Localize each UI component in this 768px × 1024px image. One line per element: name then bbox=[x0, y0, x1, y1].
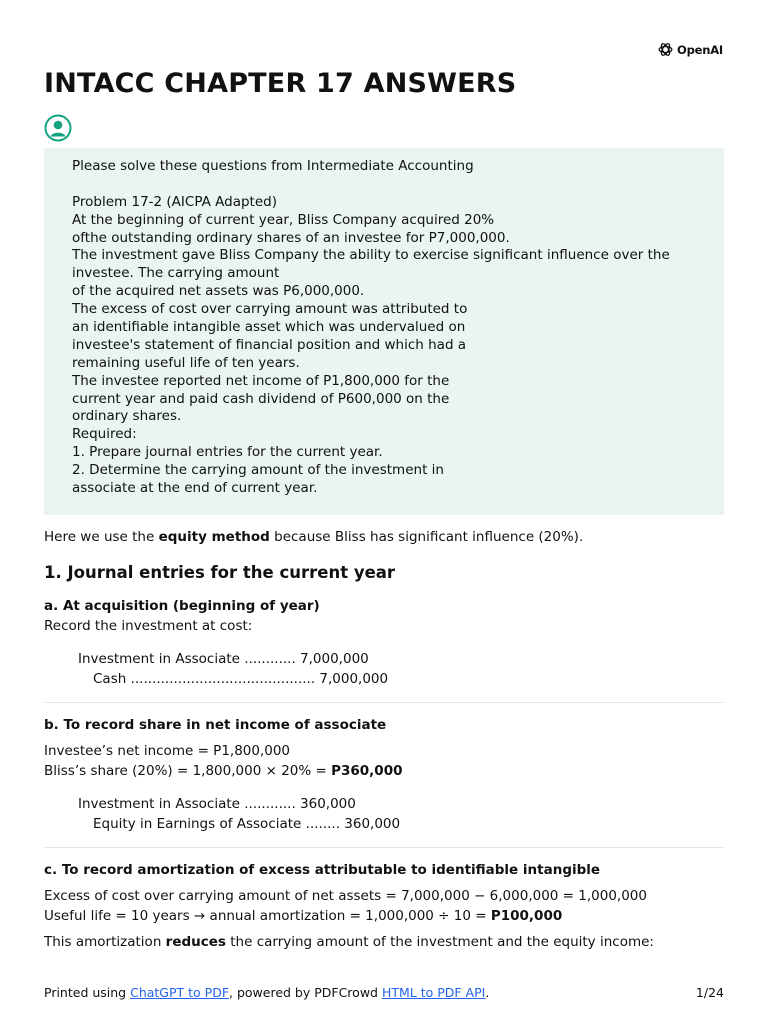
prompt-line: 1. Prepare journal entries for the current year. bbox=[72, 444, 383, 461]
journal-credit-line: Equity in Earnings of Associate ........ 360,000 bbox=[93, 816, 401, 832]
prompt-line: 2. Determine the carrying amount of the investment in bbox=[72, 462, 444, 479]
prompt-line: Required: bbox=[72, 426, 137, 443]
prompt-line: At the beginning of current year, Bliss Company acquired 20% bbox=[72, 211, 495, 228]
prompt-line: investee. The carrying amount bbox=[72, 265, 280, 282]
footer bbox=[44, 985, 724, 1000]
prompt-line: ordinary shares. bbox=[72, 408, 182, 425]
prompt-line: current year and paid cash dividend of P600,000 on the bbox=[72, 390, 450, 407]
prompt-line bbox=[72, 176, 696, 194]
part-b-heading: b. To record share in net income of associate bbox=[44, 717, 387, 733]
part-c-line: Useful life = 10 years → annual amortization = 1,000,000 ÷ 10 = P100,000 bbox=[44, 908, 563, 924]
page-title: INTACC CHAPTER 17 ANSWERS bbox=[44, 68, 517, 99]
prompt-line: The investment gave Bliss Company the ability to exercise significant influence over the bbox=[72, 247, 670, 264]
part-a-text: Record the investment at cost: bbox=[44, 618, 253, 634]
openai-logo-icon bbox=[657, 41, 674, 58]
section-heading: 1. Journal entries for the current year bbox=[44, 563, 396, 582]
journal-debit-line: Investment in Associate ............ 7,000,000 bbox=[78, 651, 369, 667]
user-avatar-icon bbox=[44, 114, 72, 142]
prompt-line: remaining useful life of ten years. bbox=[72, 354, 300, 371]
chatgpt-to-pdf-link[interactable]: ChatGPT to PDF bbox=[130, 985, 230, 1000]
part-a-heading: a. At acquisition (beginning of year) bbox=[44, 598, 320, 614]
prompt-line: of the acquired net assets was P6,000,000. bbox=[72, 283, 365, 300]
intro-text: Here we use the equity method because Bliss has significant influence (20%). bbox=[44, 529, 584, 545]
prompt-line: The excess of cost over carrying amount was attributed to bbox=[72, 301, 468, 318]
divider bbox=[44, 847, 724, 848]
prompt-line: investee's statement of financial position and which had a bbox=[72, 336, 467, 353]
page-number: 1/24 bbox=[695, 985, 724, 1000]
html-to-pdf-api-link[interactable]: HTML to PDF API bbox=[381, 985, 486, 1000]
part-b-line: Investee’s net income = P1,800,000 bbox=[44, 743, 291, 759]
journal-credit-line: Cash ........................................... 7,000,000 bbox=[93, 671, 389, 687]
prompt-line: Problem 17-2 (AICPA Adapted) bbox=[72, 193, 277, 210]
prompt-line: an identifiable intangible asset which was undervalued on bbox=[72, 319, 466, 336]
prompt-line: Please solve these questions from Intermediate Accounting bbox=[72, 158, 474, 174]
user-prompt-box bbox=[44, 148, 724, 515]
part-c-heading: c. To record amortization of excess attributable to identifiable intangible bbox=[44, 862, 601, 878]
brand-name: OpenAI bbox=[677, 42, 723, 57]
footer-credit: Printed using ChatGPT to PDF, powered by PDFCrowd HTML to PDF API. bbox=[44, 985, 490, 1000]
part-b-line: Bliss’s share (20%) = 1,800,000 × 20% = P360,000 bbox=[44, 763, 403, 779]
journal-debit-line: Investment in Associate ............ 360,000 bbox=[78, 796, 356, 812]
part-c-line: This amortization reduces the carrying amount of the investment and the equity income: bbox=[44, 934, 654, 950]
divider bbox=[44, 702, 724, 703]
prompt-line: ofthe outstanding ordinary shares of an investee for P7,000,000. bbox=[72, 229, 510, 246]
brand bbox=[657, 41, 723, 58]
prompt-line: associate at the end of current year. bbox=[72, 480, 318, 497]
prompt-line: The investee reported net income of P1,800,000 for the bbox=[72, 372, 450, 389]
part-c-line: Excess of cost over carrying amount of net assets = 7,000,000 − 6,000,000 = 1,000,000 bbox=[44, 888, 647, 904]
